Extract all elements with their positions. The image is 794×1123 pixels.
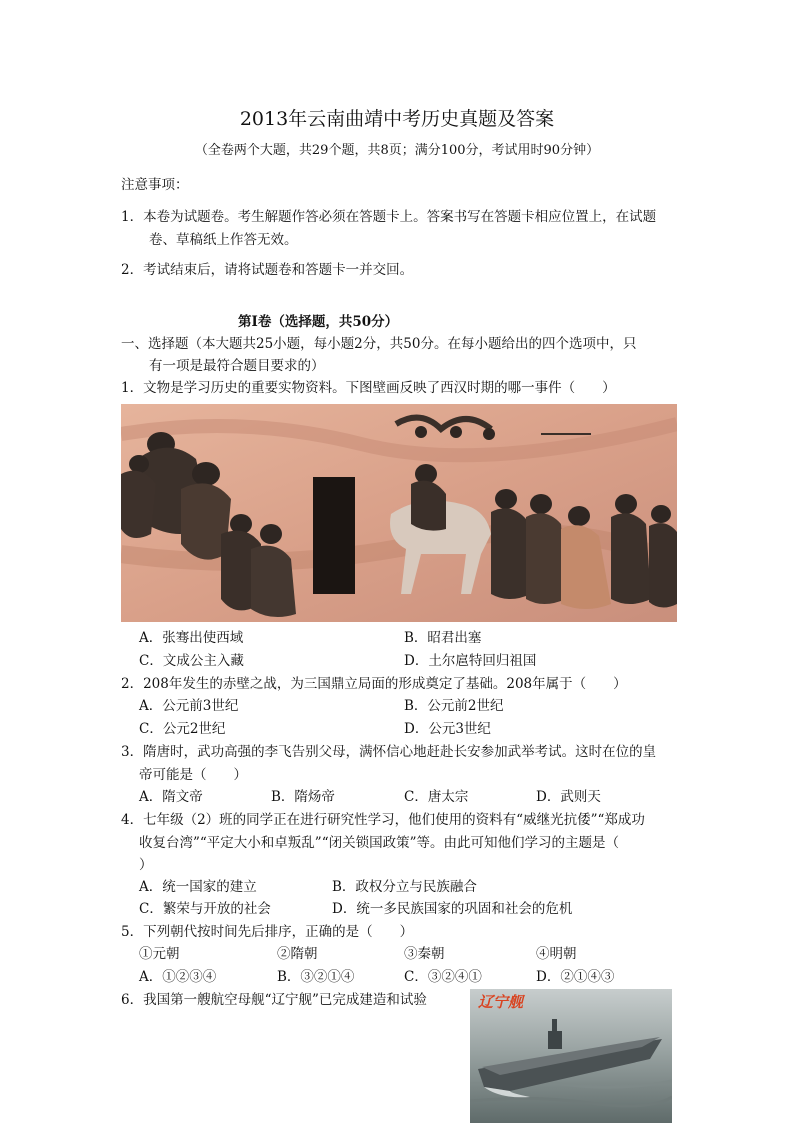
page-subtitle: （全卷两个大题，共29个题，共8页；满分100分，考试用时90分钟） [194, 143, 600, 158]
notice-item-1-line-2: 卷、草稿纸上作答无效。 [149, 232, 298, 248]
section-intro-line-2: 有一项是最符合题目要求的） [149, 358, 325, 374]
q5-option-d: D．②①④③ [536, 969, 615, 985]
q3-stem-line-2: 帝可能是（ ） [139, 767, 247, 783]
section-heading: 第Ⅰ卷（选择题，共50分） [238, 314, 399, 330]
q5-option-b: B．③②①④ [277, 969, 355, 985]
q5-option-c: C．③②④① [404, 969, 482, 985]
q1-option-a: A．张骞出使西域 [139, 630, 244, 646]
ship-photo-label: 辽宁舰 [478, 993, 524, 1011]
q4-option-d: D．统一多民族国家的巩固和社会的危机 [332, 901, 573, 917]
notice-heading: 注意事项： [121, 177, 189, 193]
q5-item-4: ④明朝 [536, 946, 577, 962]
q5-item-1: ①元朝 [139, 946, 180, 962]
q4-stem-line-2: 收复台湾”“平定大小和卓叛乱”“闭关锁国政策”等。由此可知他们学习的主题是（ [139, 835, 620, 851]
aircraft-carrier-photo [470, 989, 672, 1123]
q3-option-d: D．武则天 [536, 789, 601, 805]
notice-item-1-line-1: 1．本卷为试题卷。考生解题作答必须在答题卡上。答案书写在答题卡相应位置上，在试题 [121, 209, 657, 225]
q1-option-c: C．文成公主入藏 [139, 653, 244, 669]
q2-option-d: D．公元3世纪 [404, 721, 491, 737]
q5-item-3: ③秦朝 [404, 946, 445, 962]
q2-stem: 2．208年发生的赤壁之战，为三国鼎立局面的形成奠定了基础。208年属于（ ） [121, 676, 627, 692]
q4-stem-line-3: ） [139, 857, 153, 873]
q3-option-b: B．隋炀帝 [271, 789, 335, 805]
q3-stem-line-1: 3．隋唐时，武功高强的李飞告别父母，满怀信心地赶赴长安参加武举考试。这时在位的皇 [121, 744, 657, 760]
q3-option-a: A．隋文帝 [139, 789, 203, 805]
q4-option-b: B．政权分立与民族融合 [332, 879, 477, 895]
section-intro-line-1: 一、选择题（本大题共25小题，每小题2分，共50分。在每小题给出的四个选项中，只 [121, 336, 637, 352]
q4-stem-line-1: 4．七年级（2）班的同学正在进行研究性学习，他们使用的资料有“威继光抗倭”“郑成功 [121, 812, 645, 828]
q2-option-b: B．公元前2世纪 [404, 698, 504, 714]
q1-stem: 1．文物是学习历史的重要实物资料。下图壁画反映了西汉时期的哪一事件（ ） [121, 380, 616, 396]
q5-item-2: ②隋朝 [277, 946, 318, 962]
page-title: 2013年云南曲靖中考历史真题及答案 [239, 108, 555, 130]
mural-painting-image [121, 404, 677, 622]
notice-item-2: 2．考试结束后，请将试题卷和答题卡一并交回。 [121, 262, 414, 278]
q5-stem: 5．下列朝代按时间先后排序，正确的是（ ） [121, 924, 414, 940]
q2-option-c: C．公元2世纪 [139, 721, 226, 737]
q2-option-a: A．公元前3世纪 [139, 698, 239, 714]
q5-option-a: A．①②③④ [139, 969, 217, 985]
q3-option-c: C．唐太宗 [404, 789, 469, 805]
q6-stem: 6．我国第一艘航空母舰“辽宁舰”已完成建造和试验 [121, 992, 427, 1008]
q1-option-d: D．土尔扈特回归祖国 [404, 653, 537, 669]
q1-option-b: B．昭君出塞 [404, 630, 482, 646]
q4-option-a: A．统一国家的建立 [139, 879, 257, 895]
q4-option-c: C．繁荣与开放的社会 [139, 901, 271, 917]
